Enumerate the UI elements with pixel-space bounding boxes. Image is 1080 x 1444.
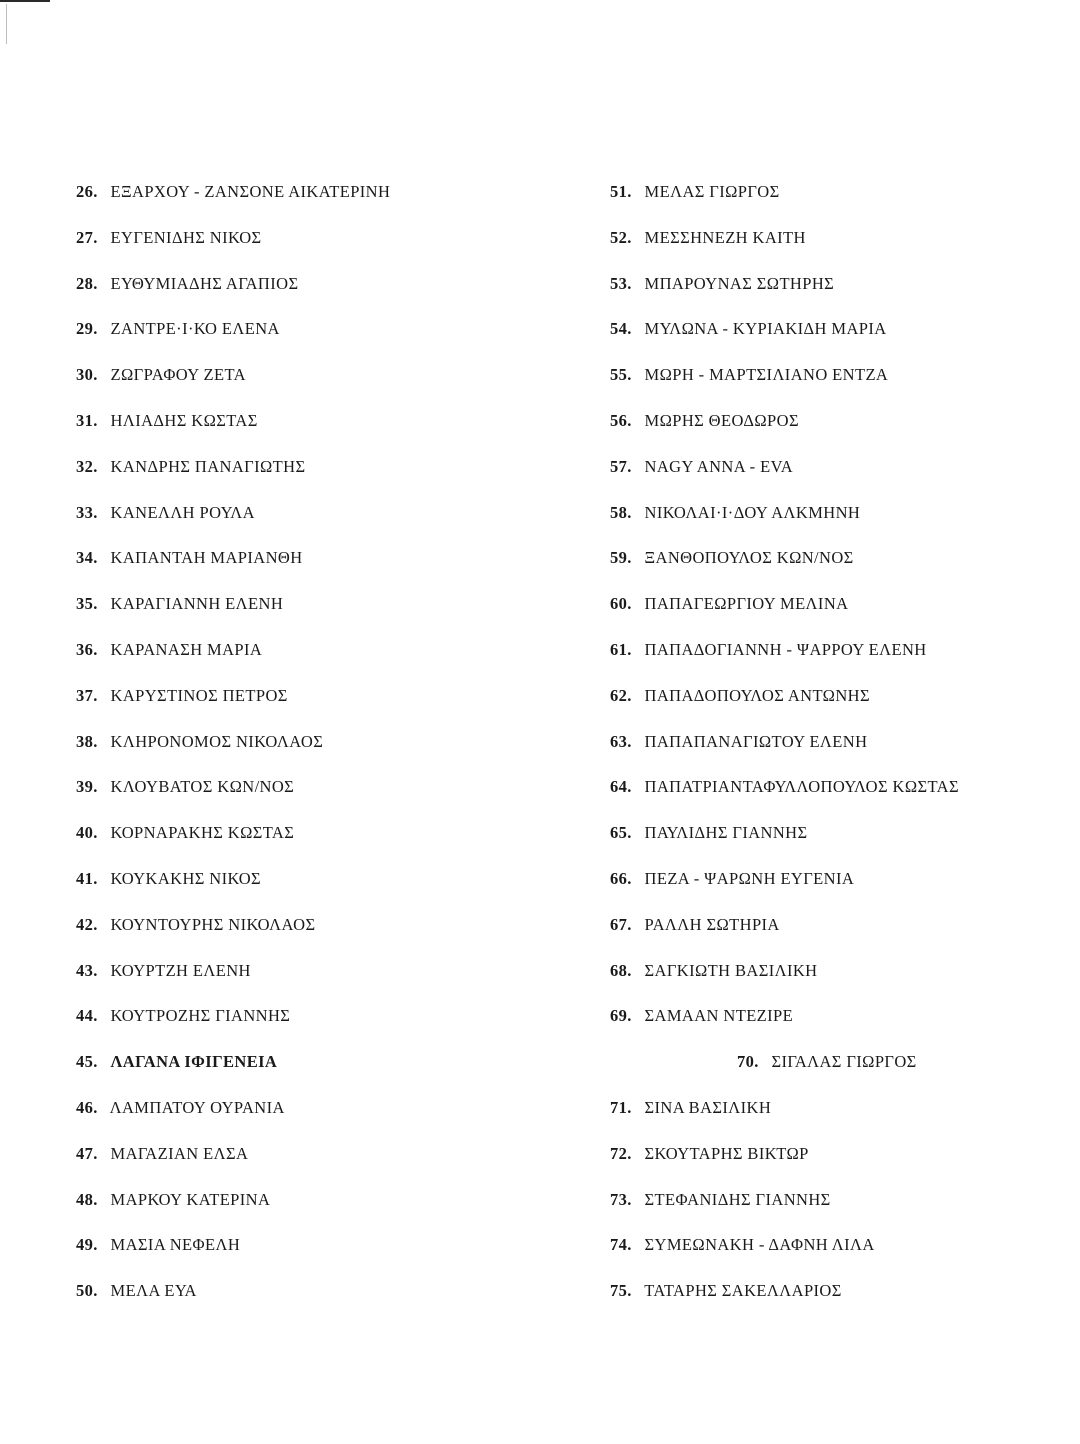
item-number: 44.	[76, 1006, 98, 1026]
list-item	[76, 454, 390, 500]
item-name: ΣΚΟΥΤΑΡΗΣ ΒΙΚΤΩΡ	[644, 1143, 809, 1163]
item-number: 57.	[610, 456, 632, 476]
list-item	[610, 408, 959, 454]
item-number: 54.	[610, 319, 632, 339]
item-name: ΣΑΜΑΑΝ ΝΤΕΖΙΡΕ	[644, 1006, 794, 1026]
item-name: NAGY ANNA - EVA	[644, 456, 794, 476]
list-item	[76, 271, 390, 317]
list-item	[76, 1232, 390, 1278]
right-column	[610, 179, 959, 1324]
item-number: 37.	[76, 685, 98, 705]
list-item	[76, 591, 390, 637]
item-number: 75.	[610, 1281, 632, 1301]
list-item	[76, 683, 390, 729]
item-number: 26.	[76, 182, 98, 201]
list-item	[76, 362, 390, 408]
scan-edge-shadow	[6, 4, 7, 44]
item-number: 53.	[610, 273, 632, 293]
list-item	[610, 729, 959, 775]
item-number: 51.	[610, 182, 632, 201]
item-number: 65.	[610, 823, 632, 843]
item-name: ΜΕΣΣΗΝΕΖΗ ΚΑΙΤΗ	[644, 227, 806, 247]
item-name: ΚΑΡΑΝΑΣΗ ΜΑΡΙΑ	[110, 639, 263, 659]
item-number: 52.	[610, 227, 632, 247]
item-number: 33.	[76, 502, 98, 522]
item-number: 48.	[76, 1189, 98, 1209]
item-name: ΣΑΓΚΙΩΤΗ ΒΑΣΙΛΙΚΗ	[644, 960, 818, 980]
list-item	[76, 1187, 390, 1233]
item-name: ΚΑΡΑΓΙΑΝΝΗ ΕΛΕΝΗ	[110, 594, 284, 614]
list-item	[76, 225, 390, 271]
item-number: 43.	[76, 960, 98, 980]
item-name: ΗΛΙΑΔΗΣ ΚΩΣΤΑΣ	[110, 410, 258, 430]
item-name: ΠΑΠΑΓΕΩΡΓΙΟΥ ΜΕΛΙΝΑ	[644, 594, 849, 614]
item-number: 42.	[76, 914, 98, 934]
list-item	[610, 683, 959, 729]
item-number: 29.	[76, 319, 98, 339]
list-item	[610, 225, 959, 271]
item-name: ΚΑΝΔΡΗΣ ΠΑΝΑΓΙΩΤΗΣ	[110, 456, 306, 476]
item-number: 35.	[76, 594, 98, 614]
item-name: ΣΥΜΕΩΝΑΚΗ - ΔΑΦΝΗ ΛΙΛΑ	[644, 1235, 875, 1255]
item-name: ΜΠΑΡΟΥΝΑΣ ΣΩΤΗΡΗΣ	[644, 273, 835, 293]
item-name: ΚΑΠΑΝΤΑΗ ΜΑΡΙΑΝΘΗ	[110, 548, 303, 568]
item-number: 74.	[610, 1235, 632, 1255]
item-name: ΛΑΓΑΝΑ ΙΦΙΓΕΝΕΙΑ	[110, 1052, 278, 1072]
item-number: 50.	[76, 1281, 98, 1301]
item-number: 46.	[76, 1097, 98, 1117]
item-name: ΠΑΥΛΙΔΗΣ ΓΙΑΝΝΗΣ	[644, 823, 808, 843]
item-name: ΛΑΜΠΑΤΟΥ ΟΥΡΑΝΙΑ	[109, 1097, 285, 1117]
item-number: 60.	[610, 594, 632, 614]
item-number: 58.	[610, 502, 632, 522]
list-item	[610, 362, 959, 408]
item-name: ΜΥΛΩΝΑ - ΚΥΡΙΑΚΙΔΗ ΜΑΡΙΑ	[644, 319, 887, 339]
item-number: 40.	[76, 823, 98, 843]
item-name: ΚΛΗΡΟΝΟΜΟΣ ΝΙΚΟΛΑΟΣ	[110, 731, 324, 751]
list-item	[76, 866, 390, 912]
item-name: ΝΙΚΟΛΑΙ·Ι·ΔΟΥ ΑΛΚΜΗΝΗ	[644, 502, 861, 522]
list-item	[76, 179, 390, 225]
list-item	[76, 316, 390, 362]
list-item	[610, 912, 959, 958]
list-item	[76, 958, 390, 1004]
item-name: ΚΟΥΤΡΟΖΗΣ ΓΙΑΝΝΗΣ	[110, 1006, 291, 1026]
item-name: ΤΑΤΑΡΗΣ ΣΑΚΕΛΛΑΡΙΟΣ	[644, 1281, 842, 1301]
list-item	[610, 1095, 959, 1141]
item-name: ΠΑΠΑΤΡΙΑΝΤΑΦΥΛΛΟΠΟΥΛΟΣ ΚΩΣΤΑΣ	[644, 777, 959, 797]
item-name: ΜΩΡΗ - ΜΑΡΤΣΙΛΙΑΝΟ ΕΝΤΖΑ	[644, 365, 889, 385]
list-item	[610, 1141, 959, 1187]
list-item	[76, 1278, 390, 1324]
list-item	[610, 820, 959, 866]
list-item	[76, 1003, 390, 1049]
item-name: ΖΑΝΤΡΕ·Ι·ΚΟ ΕΛΕΝΑ	[110, 319, 280, 339]
item-number: 56.	[610, 410, 632, 430]
item-name: ΞΑΝΘΟΠΟΥΛΟΣ ΚΩΝ/ΝΟΣ	[644, 548, 854, 568]
item-name: ΜΩΡΗΣ ΘΕΟΔΩΡΟΣ	[644, 410, 799, 430]
item-name: ΜΑΓΑΖΙΑΝ ΕΛΣΑ	[110, 1143, 249, 1163]
item-name: ΚΟΥΝΤΟΥΡΗΣ ΝΙΚΟΛΑΟΣ	[110, 914, 316, 934]
item-name: ΣΙΓΑΛΑΣ ΓΙΩΡΓΟΣ	[771, 1052, 917, 1072]
left-column	[76, 179, 390, 1324]
list-item	[76, 1095, 390, 1141]
item-number: 59.	[610, 548, 632, 568]
list-item	[610, 545, 959, 591]
list-item	[610, 271, 959, 317]
item-name: ΚΟΡΝΑΡΑΚΗΣ ΚΩΣΤΑΣ	[110, 823, 295, 843]
item-number: 30.	[76, 365, 98, 385]
item-number: 64.	[610, 777, 632, 797]
item-name: ΜΕΛΑΣ ΓΙΩΡΓΟΣ	[644, 182, 780, 201]
item-name: ΠΕΖΑ - ΨΑΡΩΝΗ ΕΥΓΕΝΙΑ	[644, 868, 855, 888]
list-item	[610, 316, 959, 362]
item-number: 38.	[76, 731, 98, 751]
item-name: ΠΑΠΑΔΟΓΙΑΝΝΗ - ΨΑΡΡΟΥ ΕΛΕΝΗ	[644, 639, 927, 659]
list-item	[76, 500, 390, 546]
scan-edge-mark	[0, 0, 50, 2]
list-item	[610, 958, 959, 1004]
item-name: ΣΙΝΑ ΒΑΣΙΛΙΚΗ	[644, 1097, 772, 1117]
item-name: ΕΥΓΕΝΙΔΗΣ ΝΙΚΟΣ	[110, 227, 262, 247]
item-number: 61.	[610, 639, 632, 659]
list-item	[610, 1003, 959, 1049]
list-item	[76, 1141, 390, 1187]
list-item	[610, 1187, 959, 1233]
list-item	[76, 637, 390, 683]
list-item	[610, 591, 959, 637]
item-name: ΜΑΣΙΑ ΝΕΦΕΛΗ	[110, 1235, 241, 1255]
item-number: 47.	[76, 1143, 98, 1163]
list-item	[76, 1049, 390, 1095]
item-number: 39.	[76, 777, 98, 797]
item-name: ΚΟΥΡΤΖΗ ΕΛΕΝΗ	[110, 960, 251, 980]
list-item	[76, 545, 390, 591]
item-name: ΠΑΠΑΔΟΠΟΥΛΟΣ ΑΝΤΩΝΗΣ	[644, 685, 870, 705]
item-name: ΠΑΠΑΠΑΝΑΓΙΩΤΟΥ ΕΛΕΝΗ	[644, 731, 868, 751]
list-item	[610, 179, 959, 225]
item-number: 45.	[76, 1052, 98, 1072]
item-name: ΜΑΡΚΟΥ ΚΑΤΕΡΙΝΑ	[110, 1189, 271, 1209]
item-number: 70.	[737, 1052, 759, 1072]
list-item	[76, 729, 390, 775]
item-name: ΣΤΕΦΑΝΙΔΗΣ ΓΙΑΝΝΗΣ	[644, 1189, 831, 1209]
item-number: 62.	[610, 685, 632, 705]
list-item	[610, 1278, 959, 1324]
item-number: 41.	[76, 868, 98, 888]
item-number: 68.	[610, 960, 632, 980]
item-number: 49.	[76, 1235, 98, 1255]
list-item	[610, 866, 959, 912]
item-number: 73.	[610, 1189, 632, 1209]
item-number: 55.	[610, 365, 632, 385]
list-item	[76, 774, 390, 820]
item-name: ΕΥΘΥΜΙΑΔΗΣ ΑΓΑΠΙΟΣ	[110, 273, 299, 293]
item-number: 66.	[610, 868, 632, 888]
item-name: ΕΞΑΡΧΟΥ - ΖΑΝΣΟΝΕ ΑΙΚΑΤΕΡΙΝΗ	[110, 182, 391, 201]
item-number: 31.	[76, 410, 98, 430]
list-item	[76, 408, 390, 454]
item-number: 27.	[76, 227, 98, 247]
list-item	[76, 912, 390, 958]
item-number: 71.	[610, 1097, 632, 1117]
item-name: ΚΑΡΥΣΤΙΝΟΣ ΠΕΤΡΟΣ	[110, 685, 288, 705]
item-name: ΜΕΛΑ ΕΥΑ	[110, 1281, 197, 1301]
item-name: ΚΛΟΥΒΑΤΟΣ ΚΩΝ/ΝΟΣ	[110, 777, 295, 797]
item-name: ΚΑΝΕΛΛΗ ΡΟΥΛΑ	[110, 502, 255, 522]
item-name: ΡΑΛΛΗ ΣΩΤΗΡΙΑ	[644, 914, 780, 934]
list-item	[610, 774, 959, 820]
item-name: ΚΟΥΚΑΚΗΣ ΝΙΚΟΣ	[110, 868, 262, 888]
item-number: 67.	[610, 914, 632, 934]
item-number: 34.	[76, 548, 98, 568]
list-item	[610, 1232, 959, 1278]
list-item	[76, 820, 390, 866]
item-number: 69.	[610, 1006, 632, 1026]
item-number: 32.	[76, 456, 98, 476]
list-item	[610, 1049, 959, 1095]
item-name: ΖΩΓΡΑΦΟΥ ΖΕΤΑ	[110, 365, 246, 385]
item-number: 36.	[76, 639, 98, 659]
list-item	[610, 454, 959, 500]
list-item	[610, 500, 959, 546]
list-item	[610, 637, 959, 683]
item-number: 28.	[76, 273, 98, 293]
item-number: 63.	[610, 731, 632, 751]
item-number: 72.	[610, 1143, 632, 1163]
